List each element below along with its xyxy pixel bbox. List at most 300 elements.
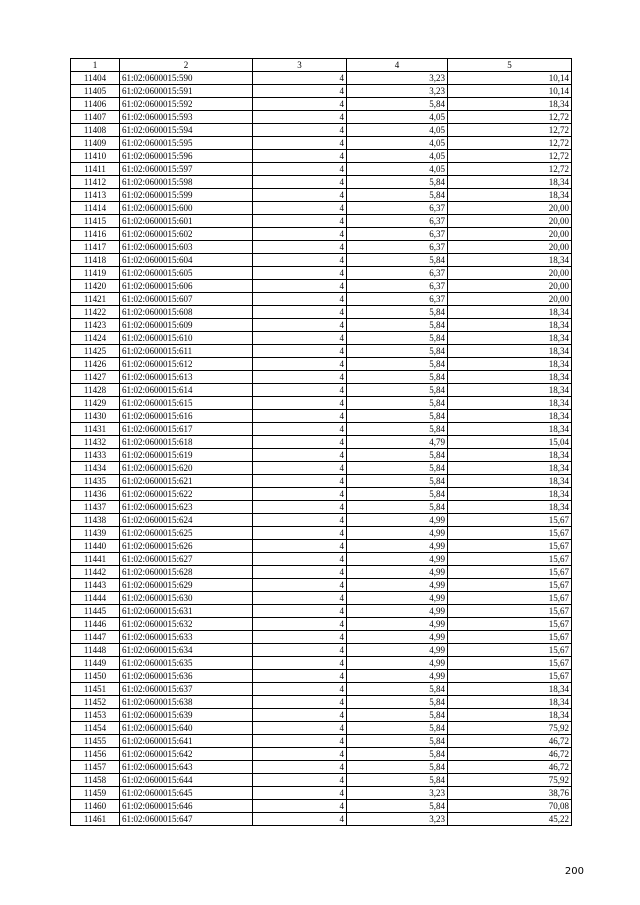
table-row xyxy=(71,358,572,371)
table-cell: 61:02:0600015:617 xyxy=(120,423,253,436)
table-cell: 18,34 xyxy=(448,683,572,696)
table-cell: 5,84 xyxy=(347,748,448,761)
table-cell: 5,84 xyxy=(347,176,448,189)
table-cell: 18,34 xyxy=(448,423,572,436)
table-cell: 4 xyxy=(253,85,347,98)
table-cell: 5,84 xyxy=(347,423,448,436)
table-cell: 18,34 xyxy=(448,397,572,410)
table-cell: 4,99 xyxy=(347,566,448,579)
table-cell: 61:02:0600015:592 xyxy=(120,98,253,111)
table-cell: 61:02:0600015:593 xyxy=(120,111,253,124)
table-cell: 4 xyxy=(253,345,347,358)
table-cell: 61:02:0600015:630 xyxy=(120,592,253,605)
table-cell: 11435 xyxy=(71,475,120,488)
table-cell: 46,72 xyxy=(448,735,572,748)
table-cell: 4 xyxy=(253,501,347,514)
data-table xyxy=(70,58,572,826)
table-cell: 18,34 xyxy=(448,449,572,462)
table-cell: 38,76 xyxy=(448,787,572,800)
table-cell: 5,84 xyxy=(347,709,448,722)
table-cell: 70,08 xyxy=(448,800,572,813)
table-row xyxy=(71,631,572,644)
table-row xyxy=(71,436,572,449)
table-cell: 11445 xyxy=(71,605,120,618)
table-cell: 11448 xyxy=(71,644,120,657)
table-cell: 5,84 xyxy=(347,410,448,423)
table-cell: 11436 xyxy=(71,488,120,501)
table-row xyxy=(71,319,572,332)
table-cell: 61:02:0600015:608 xyxy=(120,306,253,319)
table-cell: 15,67 xyxy=(448,566,572,579)
table-cell: 6,37 xyxy=(347,280,448,293)
table-row xyxy=(71,345,572,358)
page-number: 200 xyxy=(564,866,584,877)
column-header: 4 xyxy=(347,59,448,72)
table-cell: 3,23 xyxy=(347,85,448,98)
table-cell: 61:02:0600015:606 xyxy=(120,280,253,293)
table-cell: 4 xyxy=(253,150,347,163)
table-cell: 4 xyxy=(253,280,347,293)
table-cell: 11438 xyxy=(71,514,120,527)
table-row xyxy=(71,644,572,657)
table-row xyxy=(71,748,572,761)
table-cell: 15,67 xyxy=(448,592,572,605)
table-cell: 4,99 xyxy=(347,644,448,657)
table-cell: 18,34 xyxy=(448,696,572,709)
table-row xyxy=(71,163,572,176)
table-cell: 11420 xyxy=(71,280,120,293)
table-cell: 4 xyxy=(253,202,347,215)
table-cell: 18,34 xyxy=(448,306,572,319)
table-cell: 61:02:0600015:590 xyxy=(120,72,253,85)
table-cell: 5,84 xyxy=(347,800,448,813)
column-header: 3 xyxy=(253,59,347,72)
column-header: 1 xyxy=(71,59,120,72)
table-cell: 11417 xyxy=(71,241,120,254)
table-cell: 11431 xyxy=(71,423,120,436)
table-cell: 15,67 xyxy=(448,618,572,631)
table-cell: 4 xyxy=(253,267,347,280)
table-cell: 11443 xyxy=(71,579,120,592)
table-cell: 61:02:0600015:614 xyxy=(120,384,253,397)
table-row xyxy=(71,124,572,137)
table-row xyxy=(71,280,572,293)
table-cell: 12,72 xyxy=(448,111,572,124)
table-cell: 61:02:0600015:600 xyxy=(120,202,253,215)
table-row xyxy=(71,605,572,618)
table-cell: 4 xyxy=(253,137,347,150)
table-row xyxy=(71,202,572,215)
table-cell: 4 xyxy=(253,605,347,618)
table-cell: 15,67 xyxy=(448,631,572,644)
table-cell: 3,23 xyxy=(347,813,448,826)
table-cell: 20,00 xyxy=(448,241,572,254)
table-cell: 61:02:0600015:644 xyxy=(120,774,253,787)
table-cell: 4 xyxy=(253,332,347,345)
table-cell: 61:02:0600015:605 xyxy=(120,267,253,280)
table-cell: 11415 xyxy=(71,215,120,228)
table-cell: 11421 xyxy=(71,293,120,306)
table-cell: 11442 xyxy=(71,566,120,579)
table-cell: 61:02:0600015:643 xyxy=(120,761,253,774)
table-cell: 4 xyxy=(253,735,347,748)
table-cell: 15,67 xyxy=(448,670,572,683)
table-cell: 11408 xyxy=(71,124,120,137)
table-cell: 11423 xyxy=(71,319,120,332)
table-cell: 4 xyxy=(253,592,347,605)
table-cell: 20,00 xyxy=(448,228,572,241)
table-cell: 4,99 xyxy=(347,605,448,618)
table-cell: 4 xyxy=(253,813,347,826)
table-cell: 12,72 xyxy=(448,150,572,163)
table-row xyxy=(71,488,572,501)
table-cell: 5,84 xyxy=(347,501,448,514)
table-cell: 15,67 xyxy=(448,514,572,527)
table-row xyxy=(71,176,572,189)
table-cell: 11447 xyxy=(71,631,120,644)
table-cell: 11426 xyxy=(71,358,120,371)
table-cell: 4 xyxy=(253,449,347,462)
table-cell: 61:02:0600015:634 xyxy=(120,644,253,657)
table-cell: 61:02:0600015:615 xyxy=(120,397,253,410)
table-cell: 4 xyxy=(253,553,347,566)
table-row xyxy=(71,670,572,683)
table-cell: 18,34 xyxy=(448,709,572,722)
table-cell: 5,84 xyxy=(347,384,448,397)
table-row xyxy=(71,774,572,787)
table-cell: 10,14 xyxy=(448,85,572,98)
table-row xyxy=(71,579,572,592)
table-cell: 11457 xyxy=(71,761,120,774)
table-cell: 11451 xyxy=(71,683,120,696)
table-cell: 4 xyxy=(253,488,347,501)
table-cell: 61:02:0600015:627 xyxy=(120,553,253,566)
table-row xyxy=(71,410,572,423)
table-cell: 4,99 xyxy=(347,579,448,592)
table-cell: 5,84 xyxy=(347,475,448,488)
table-cell: 61:02:0600015:622 xyxy=(120,488,253,501)
table-cell: 4 xyxy=(253,124,347,137)
table-cell: 5,84 xyxy=(347,98,448,111)
table-cell: 61:02:0600015:594 xyxy=(120,124,253,137)
table-cell: 15,67 xyxy=(448,553,572,566)
table-cell: 5,84 xyxy=(347,761,448,774)
table-cell: 11406 xyxy=(71,98,120,111)
table-row xyxy=(71,683,572,696)
table-cell: 5,84 xyxy=(347,371,448,384)
table-cell: 4 xyxy=(253,774,347,787)
table-cell: 4 xyxy=(253,475,347,488)
table-cell: 11412 xyxy=(71,176,120,189)
table-cell: 4 xyxy=(253,579,347,592)
table-cell: 15,04 xyxy=(448,436,572,449)
table-cell: 61:02:0600015:609 xyxy=(120,319,253,332)
table-cell: 11413 xyxy=(71,189,120,202)
table-row xyxy=(71,137,572,150)
table-cell: 11461 xyxy=(71,813,120,826)
table-cell: 61:02:0600015:629 xyxy=(120,579,253,592)
table-cell: 11455 xyxy=(71,735,120,748)
table-cell: 11429 xyxy=(71,397,120,410)
table-row xyxy=(71,397,572,410)
table-cell: 61:02:0600015:612 xyxy=(120,358,253,371)
table-cell: 4,99 xyxy=(347,540,448,553)
table-row xyxy=(71,657,572,670)
table-cell: 61:02:0600015:607 xyxy=(120,293,253,306)
table-row xyxy=(71,722,572,735)
table-cell: 4 xyxy=(253,566,347,579)
table-cell: 4,79 xyxy=(347,436,448,449)
table-cell: 18,34 xyxy=(448,371,572,384)
table-cell: 61:02:0600015:638 xyxy=(120,696,253,709)
table-cell: 4 xyxy=(253,748,347,761)
table-cell: 4 xyxy=(253,358,347,371)
table-cell: 4 xyxy=(253,371,347,384)
table-row xyxy=(71,306,572,319)
table-cell: 11458 xyxy=(71,774,120,787)
table-row xyxy=(71,371,572,384)
table-cell: 5,84 xyxy=(347,319,448,332)
table-cell: 4,99 xyxy=(347,631,448,644)
table-cell: 18,34 xyxy=(448,319,572,332)
table-cell: 18,34 xyxy=(448,254,572,267)
table-cell: 18,34 xyxy=(448,475,572,488)
table-cell: 46,72 xyxy=(448,761,572,774)
table-cell: 6,37 xyxy=(347,293,448,306)
table-cell: 11433 xyxy=(71,449,120,462)
table-cell: 61:02:0600015:624 xyxy=(120,514,253,527)
table-cell: 4 xyxy=(253,176,347,189)
table-cell: 61:02:0600015:626 xyxy=(120,540,253,553)
table-row xyxy=(71,540,572,553)
table-cell: 4 xyxy=(253,670,347,683)
table-cell: 61:02:0600015:618 xyxy=(120,436,253,449)
table-cell: 11419 xyxy=(71,267,120,280)
table-cell: 18,34 xyxy=(448,410,572,423)
table-row xyxy=(71,527,572,540)
table-cell: 4 xyxy=(253,397,347,410)
table-cell: 12,72 xyxy=(448,124,572,137)
table-cell: 5,84 xyxy=(347,722,448,735)
table-cell: 5,84 xyxy=(347,696,448,709)
table-cell: 5,84 xyxy=(347,683,448,696)
table-cell: 61:02:0600015:620 xyxy=(120,462,253,475)
table-cell: 61:02:0600015:633 xyxy=(120,631,253,644)
table-cell: 18,34 xyxy=(448,189,572,202)
table-cell: 5,84 xyxy=(347,462,448,475)
table-cell: 61:02:0600015:610 xyxy=(120,332,253,345)
table-cell: 4,99 xyxy=(347,657,448,670)
table-cell: 15,67 xyxy=(448,527,572,540)
column-header: 5 xyxy=(448,59,572,72)
table-cell: 15,67 xyxy=(448,540,572,553)
table-cell: 4 xyxy=(253,319,347,332)
table-row xyxy=(71,618,572,631)
table-cell: 4,99 xyxy=(347,553,448,566)
table-row xyxy=(71,293,572,306)
table-cell: 4 xyxy=(253,215,347,228)
table-cell: 11425 xyxy=(71,345,120,358)
table-cell: 11446 xyxy=(71,618,120,631)
table-cell: 61:02:0600015:601 xyxy=(120,215,253,228)
table-cell: 4 xyxy=(253,527,347,540)
table-cell: 4 xyxy=(253,293,347,306)
table-cell: 4 xyxy=(253,241,347,254)
table-cell: 15,67 xyxy=(448,579,572,592)
table-cell: 11439 xyxy=(71,527,120,540)
table-row xyxy=(71,189,572,202)
table-row xyxy=(71,553,572,566)
table-cell: 11459 xyxy=(71,787,120,800)
table-cell: 4 xyxy=(253,657,347,670)
table-cell: 11454 xyxy=(71,722,120,735)
table-cell: 61:02:0600015:641 xyxy=(120,735,253,748)
table-cell: 20,00 xyxy=(448,280,572,293)
table-cell: 18,34 xyxy=(448,98,572,111)
table-cell: 18,34 xyxy=(448,488,572,501)
table-cell: 11407 xyxy=(71,111,120,124)
table-cell: 10,14 xyxy=(448,72,572,85)
table-cell: 11405 xyxy=(71,85,120,98)
table-cell: 5,84 xyxy=(347,189,448,202)
table-cell: 4,05 xyxy=(347,111,448,124)
table-cell: 4 xyxy=(253,696,347,709)
table-cell: 18,34 xyxy=(448,176,572,189)
table-row xyxy=(71,761,572,774)
table-row xyxy=(71,215,572,228)
table-cell: 6,37 xyxy=(347,202,448,215)
table-cell: 61:02:0600015:645 xyxy=(120,787,253,800)
table-cell: 61:02:0600015:646 xyxy=(120,800,253,813)
table-row xyxy=(71,735,572,748)
table-cell: 11432 xyxy=(71,436,120,449)
table-cell: 11452 xyxy=(71,696,120,709)
table-cell: 15,67 xyxy=(448,644,572,657)
table-cell: 61:02:0600015:635 xyxy=(120,657,253,670)
table-cell: 5,84 xyxy=(347,345,448,358)
table-cell: 4 xyxy=(253,163,347,176)
table-cell: 11422 xyxy=(71,306,120,319)
table-cell: 11428 xyxy=(71,384,120,397)
table-cell: 11437 xyxy=(71,501,120,514)
table-cell: 5,84 xyxy=(347,358,448,371)
table-cell: 4 xyxy=(253,540,347,553)
table-cell: 4 xyxy=(253,514,347,527)
table-cell: 11441 xyxy=(71,553,120,566)
table-cell: 4 xyxy=(253,436,347,449)
table-cell: 4,99 xyxy=(347,514,448,527)
table-cell: 6,37 xyxy=(347,228,448,241)
table-row xyxy=(71,72,572,85)
table-cell: 20,00 xyxy=(448,202,572,215)
table-cell: 4,05 xyxy=(347,150,448,163)
table-row xyxy=(71,800,572,813)
table-cell: 11460 xyxy=(71,800,120,813)
table-cell: 61:02:0600015:598 xyxy=(120,176,253,189)
table-cell: 3,23 xyxy=(347,787,448,800)
table-cell: 11449 xyxy=(71,657,120,670)
table-cell: 11453 xyxy=(71,709,120,722)
table-cell: 4 xyxy=(253,631,347,644)
table-cell: 4,05 xyxy=(347,163,448,176)
table-cell: 20,00 xyxy=(448,293,572,306)
table-cell: 11416 xyxy=(71,228,120,241)
table-row xyxy=(71,254,572,267)
table-row xyxy=(71,514,572,527)
table-row xyxy=(71,267,572,280)
table-cell: 4 xyxy=(253,384,347,397)
table-row xyxy=(71,85,572,98)
table-row xyxy=(71,241,572,254)
table-cell: 61:02:0600015:611 xyxy=(120,345,253,358)
table-cell: 11410 xyxy=(71,150,120,163)
table-cell: 61:02:0600015:604 xyxy=(120,254,253,267)
table-cell: 11430 xyxy=(71,410,120,423)
table-cell: 4 xyxy=(253,462,347,475)
table-row xyxy=(71,111,572,124)
table-cell: 11411 xyxy=(71,163,120,176)
table-cell: 61:02:0600015:616 xyxy=(120,410,253,423)
table-cell: 4 xyxy=(253,189,347,202)
table-cell: 61:02:0600015:640 xyxy=(120,722,253,735)
table-cell: 5,84 xyxy=(347,306,448,319)
table-cell: 4,05 xyxy=(347,124,448,137)
table-cell: 6,37 xyxy=(347,241,448,254)
table-row xyxy=(71,384,572,397)
table-row xyxy=(71,592,572,605)
table-cell: 61:02:0600015:642 xyxy=(120,748,253,761)
table-cell: 11414 xyxy=(71,202,120,215)
table-cell: 5,84 xyxy=(347,735,448,748)
table-cell: 4,99 xyxy=(347,670,448,683)
table-cell: 11404 xyxy=(71,72,120,85)
table-cell: 61:02:0600015:623 xyxy=(120,501,253,514)
table-cell: 4 xyxy=(253,228,347,241)
table-cell: 6,37 xyxy=(347,215,448,228)
table-cell: 15,67 xyxy=(448,657,572,670)
table-cell: 11409 xyxy=(71,137,120,150)
table-cell: 15,67 xyxy=(448,605,572,618)
table-cell: 18,34 xyxy=(448,462,572,475)
table-cell: 4 xyxy=(253,787,347,800)
table-cell: 4 xyxy=(253,644,347,657)
table-cell: 5,84 xyxy=(347,254,448,267)
table-cell: 75,92 xyxy=(448,722,572,735)
table-cell: 5,84 xyxy=(347,449,448,462)
table-row xyxy=(71,332,572,345)
table-cell: 4,99 xyxy=(347,592,448,605)
table-cell: 4 xyxy=(253,800,347,813)
table-cell: 4 xyxy=(253,761,347,774)
table-cell: 20,00 xyxy=(448,215,572,228)
table-cell: 61:02:0600015:647 xyxy=(120,813,253,826)
table-cell: 61:02:0600015:628 xyxy=(120,566,253,579)
table-cell: 61:02:0600015:636 xyxy=(120,670,253,683)
table-cell: 61:02:0600015:619 xyxy=(120,449,253,462)
table-cell: 11418 xyxy=(71,254,120,267)
table-row xyxy=(71,787,572,800)
table-cell: 20,00 xyxy=(448,267,572,280)
table-cell: 18,34 xyxy=(448,501,572,514)
table-cell: 4 xyxy=(253,111,347,124)
table-cell: 4 xyxy=(253,98,347,111)
table-cell: 18,34 xyxy=(448,384,572,397)
table-cell: 4,05 xyxy=(347,137,448,150)
table-cell: 4 xyxy=(253,618,347,631)
table-cell: 61:02:0600015:631 xyxy=(120,605,253,618)
table-cell: 4 xyxy=(253,254,347,267)
table-cell: 4 xyxy=(253,423,347,436)
